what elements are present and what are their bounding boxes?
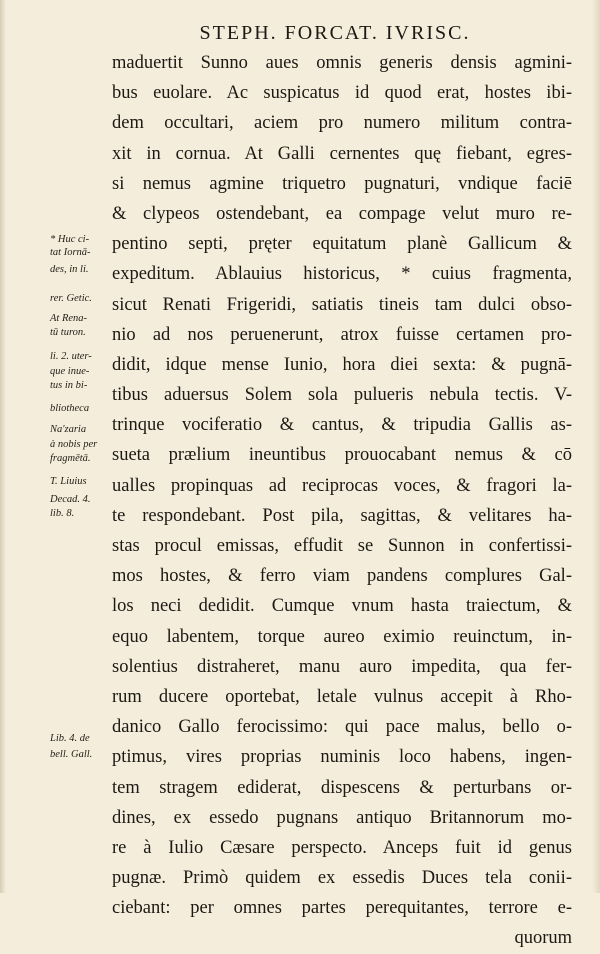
- margin-note: bliotheca: [50, 403, 90, 414]
- catchword: quorum: [514, 928, 572, 949]
- margin-note: tus in bi-: [50, 380, 88, 391]
- text-line: bus euolare. Ac suspicatus id quod erat, hostes ibi-: [112, 83, 572, 104]
- margin-note: que inue-: [50, 366, 90, 377]
- margin-note: At Rena-: [50, 313, 88, 324]
- running-head: STEPH. FORCAT. IVRISC.: [199, 22, 471, 44]
- text-line: sicut Renati Frigeridi, satiatis tineis tam dulci obso-: [112, 294, 572, 315]
- body-text: [112, 48, 572, 954]
- text-line: stas procul emissas, effudit se Sunnon in confertissi-: [112, 536, 572, 556]
- margin-note: bell. Gall.: [50, 749, 93, 760]
- text-line: re à Iulio Cæsare perspecto. Anceps fuit id genus: [112, 837, 572, 858]
- text-line: dines, ex essedo pugnans antiquo Britannorum mo-: [112, 807, 572, 828]
- text-line: maduertit Sunno aues omnis generis densis agmini-: [112, 53, 572, 73]
- text-line: tibus aduersus Solem sola pulueris nebula tectis. V-: [112, 385, 572, 406]
- text-line: pentino septi, pręter equitatum planè Gallicum &: [112, 234, 572, 255]
- page-edge-right: [592, 0, 600, 893]
- text-line: nio ad nos peruenerunt, atrox fuisse certamen pro-: [112, 324, 572, 345]
- margin-note: lib. 8.: [50, 508, 75, 519]
- margin-note: fragmētā.: [50, 453, 91, 464]
- text-line: ciebant: per omnes partes perequitantes, terrore e-: [112, 898, 572, 919]
- text-line: tem stragem ediderat, dispescens & perturbans or-: [112, 777, 572, 798]
- text-line: te respondebant. Post pila, sagittas, & velitares ha-: [112, 505, 572, 526]
- margin-note: * Huc ci-: [50, 234, 90, 245]
- text-line: expeditum. Ablauius historicus, * cuius fragmenta,: [112, 264, 572, 285]
- text-line: ualles propinquas ad reciprocas voces, & fragori la-: [112, 475, 572, 496]
- page-edge-left: [0, 0, 6, 893]
- text-line: sueta prælium ineuntibus prouocabant nemus & cō: [112, 445, 572, 466]
- text-line: danico Gallo ferocissimo: qui pace malus, bello o-: [112, 717, 572, 738]
- text-line: si nemus agmine triquetro pugnaturi, vndique faciē: [112, 173, 572, 194]
- margin-note: des, in li.: [50, 264, 89, 275]
- text-line: dem occultari, aciem pro numero militum contra-: [112, 113, 572, 134]
- text-line: didit, idque mense Iunio, hora diei sexta: & pugnā-: [112, 354, 572, 375]
- margin-note: T. Liuius: [50, 476, 87, 487]
- text-line: rum ducere oportebat, letale vulnus accepit à Rho-: [112, 686, 572, 707]
- text-line: mos hostes, & ferro viam pandens complures Gal-: [112, 566, 572, 587]
- margin-note: rer. Getic.: [50, 293, 92, 304]
- text-line: pugnæ. Primò quidem ex essedis Duces tela conii-: [112, 868, 572, 889]
- text-line: ptimus, vires proprias numinis loco habens, ingen-: [112, 747, 572, 768]
- margin-note: tū turon.: [50, 327, 86, 338]
- text-line: xit in cornua. At Galli cernentes quę fiebant, egres-: [112, 143, 572, 164]
- text-line: trinque vociferatio & cantus, & tripudia Gallis as-: [112, 415, 572, 436]
- text-line: & clypeos ostendebant, ea compage velut muro re-: [112, 203, 572, 224]
- margin-note: à nobis per: [50, 439, 98, 450]
- text-line: equo labentem, torque aureo eximio reuinctum, in-: [112, 626, 572, 647]
- margin-note: Lib. 4. de: [50, 733, 90, 744]
- margin-note: Decad. 4.: [50, 494, 91, 505]
- margin-note: li. 2. uter-: [50, 351, 92, 362]
- text-line: solentius distraheret, manu auro impedita, qua fer-: [112, 656, 572, 677]
- margin-note: Na'zaria: [50, 424, 87, 435]
- margin-note: tat Iornā-: [50, 247, 91, 258]
- text-line: los neci dedidit. Cumque vnum hasta traiectum, &: [112, 596, 572, 617]
